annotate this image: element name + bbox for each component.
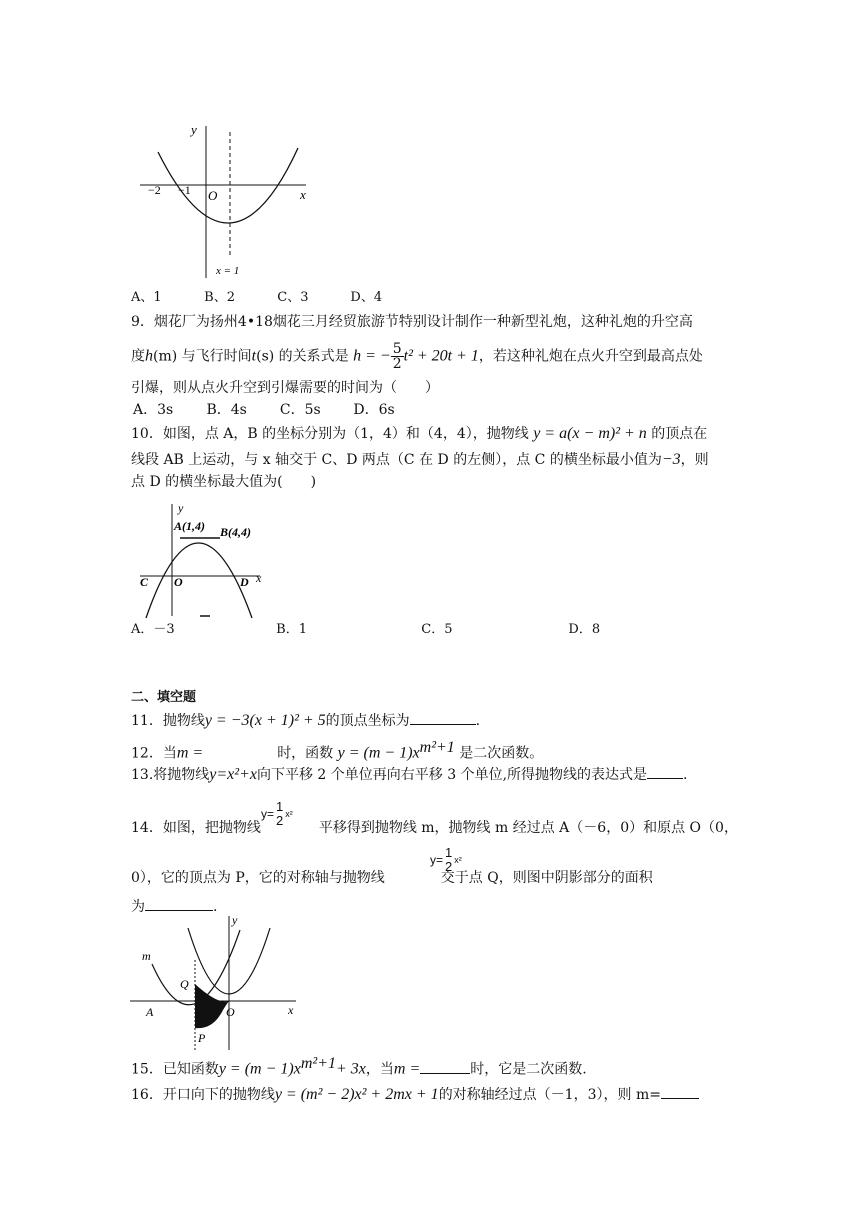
q8-y-label: y [191, 122, 197, 137]
q9-line3: 引爆，则从点火升空到引爆需要的时间为（ ） [131, 380, 439, 396]
q9-option-b[interactable]: B．4s [206, 402, 247, 418]
q13-text-b: 向下平移 2 个单位再向右平移 3 个单位,所得抛物线的表达式是 [256, 767, 648, 783]
q11-end: . [475, 713, 481, 729]
q10-text-d: ，则 [680, 452, 709, 468]
q10-option-d[interactable]: D．8 [568, 622, 601, 637]
q15-m: m = [393, 1060, 421, 1078]
q15-answer-blank[interactable] [420, 1059, 470, 1074]
q10-c-label: C [140, 575, 149, 589]
q10-line1 [131, 424, 707, 444]
q14-o-label: O [226, 1005, 235, 1019]
q14-line1 [131, 818, 738, 838]
q8-option-b[interactable]: B、2 [204, 290, 235, 305]
q8-axis-label: x = 1 [216, 265, 240, 277]
q8-parabola-figure [136, 118, 316, 280]
q9-line1: 9．烟花厂为扬州4•18烟花三月经贸旅游节特别设计制作一种新型礼炮，这种礼炮的升空高 [131, 314, 693, 330]
q11-text-a: 11．抛物线 [131, 713, 205, 729]
q8-tick-neg2: −2 [148, 183, 161, 197]
q10-text-c: 线段 AB 上运动，与 x 轴交于 C、D 两点（C 在 D 的左侧），点 C 的横坐标最小值为 [131, 452, 662, 468]
q8-options [131, 288, 382, 308]
q14-f2-lhs: y= [430, 853, 444, 867]
q9-option-c[interactable]: C．5s [279, 402, 321, 418]
q13-formula: y=x²+x [209, 766, 257, 783]
q13-end: . [683, 767, 688, 783]
q8-option-c[interactable]: C、3 [277, 290, 309, 305]
q10-b-label: B(4,4) [220, 525, 251, 539]
q8-tick-neg1: −1 [178, 183, 191, 197]
q15-formula: y = (m − 1)x [218, 1060, 301, 1078]
q9-text-d: ，若这种礼炮在点火升空到最高点处 [478, 348, 703, 365]
q16 [131, 1084, 699, 1105]
q14-text-b: 平移得到抛物线 m，抛物线 m 经过点 A（－6，0）和原点 O（0， [318, 820, 738, 836]
q14-y-label: y [232, 913, 238, 927]
q14-x-label: x [288, 1003, 294, 1017]
q14-text-e: 为 [131, 899, 145, 915]
q10-y-label: y [178, 501, 184, 515]
q9-option-d[interactable]: D．6s [353, 402, 395, 418]
q14-f1-den: 2 [276, 813, 284, 828]
q9-formula-rhs: t² + 20t + 1 [403, 347, 479, 365]
q14-m-label: m [142, 949, 151, 963]
q10-parabola [146, 543, 252, 618]
q10-option-a[interactable]: A．－3 [131, 622, 175, 637]
q10-text-a: 10．如图，点 A，B 的坐标分别为（1，4）和（4，4），抛物线 [131, 426, 529, 442]
q10-formula: y = a(x − m)² + n [533, 425, 647, 442]
q12-formula: y = (m − 1)x [337, 744, 420, 762]
q12-m: m = [176, 744, 204, 762]
q10-o-label: O [174, 575, 183, 589]
q13-answer-blank[interactable] [647, 764, 683, 779]
q14-f1-x: x² [285, 809, 293, 819]
q14-shaded-region [195, 984, 229, 1028]
q10-option-b[interactable]: B．1 [276, 622, 307, 637]
q14-p-label: P [198, 1031, 206, 1045]
q16-answer-blank[interactable] [661, 1084, 699, 1099]
q9-fraction [391, 342, 404, 371]
q15-text-a: 15．已知函数 [131, 1061, 219, 1078]
q13 [131, 764, 688, 785]
q13-text-a: 13.将抛物线 [131, 767, 210, 783]
q15-formula2: + 3x [336, 1060, 366, 1078]
q10-text-b: 的顶点在 [651, 426, 708, 442]
q12-exponent: m²+1 [419, 739, 455, 756]
q8-option-d[interactable]: D、4 [350, 290, 383, 305]
q9-frac-den: 2 [392, 356, 402, 372]
q9-formula-lhs: h = − [353, 347, 391, 365]
q14-f2-num: 1 [445, 845, 453, 860]
q10-min-value: −3 [661, 451, 681, 468]
q14-text-c: 0），它的顶点为 P，它的对称轴与抛物线 [131, 870, 385, 886]
section-title: 二、填空题 [131, 690, 197, 705]
q12 [131, 738, 543, 764]
q10-line3: 点 D 的横坐标最大值为( ) [131, 474, 317, 490]
q14-answer-blank[interactable] [145, 896, 213, 911]
q10-option-c[interactable]: C．5 [421, 622, 453, 637]
q14-f1-num: 1 [276, 799, 284, 814]
q14-text-d: 交于点 Q，则图中阴影部分的面积 [440, 870, 653, 886]
q9-text-a: 度 [131, 348, 145, 365]
q9-options [133, 400, 395, 420]
q12-text-c: 是二次函数。 [459, 745, 544, 762]
q9-line2 [131, 342, 703, 371]
q14-f2-den: 2 [445, 859, 453, 874]
q9-text-c: (s) 的关系式是 [256, 348, 349, 365]
q14-f2-x: x² [454, 855, 462, 865]
q16-text-a: 16．开口向下的抛物线 [131, 1087, 275, 1103]
q8-option-a[interactable]: A、1 [131, 290, 162, 305]
q9-var-t: t [251, 347, 257, 365]
q11-text-b: 的顶点坐标为 [325, 713, 410, 729]
q11 [131, 710, 480, 731]
q14-q-label: Q [180, 977, 189, 991]
q14-end: . [213, 899, 218, 915]
q11-formula: y = −3(x + 1)² + 5 [204, 712, 326, 729]
q10-a-label: A(1,4) [174, 519, 205, 533]
q10-parabola-figure [136, 498, 286, 622]
q14-figure [128, 910, 308, 1052]
q14-line2 [131, 868, 653, 888]
q14-a-label: A [146, 1005, 154, 1019]
q15-exponent: m²+1 [300, 1055, 336, 1072]
q15-text-c: 时，它是二次函数. [470, 1061, 587, 1078]
q12-text-a: 12．当 [131, 745, 177, 762]
q11-answer-blank[interactable] [410, 710, 476, 725]
q15 [131, 1054, 587, 1080]
q9-option-a[interactable]: A．3s [133, 402, 174, 418]
q14-text-a: 14．如图，把抛物线 [131, 820, 261, 836]
q10-d-label: D [240, 575, 249, 589]
q8-x-label: x [300, 187, 306, 202]
q15-text-b: ，当 [365, 1061, 394, 1078]
q10-line2 [131, 450, 709, 470]
q10-x-label: x [256, 571, 262, 585]
q16-formula: y = (m² − 2)x² + 2mx + 1 [274, 1086, 439, 1103]
q9-frac-num: 5 [392, 341, 402, 357]
q14-f1-lhs: y= [261, 807, 275, 821]
q16-text-b: 的对称轴经过点（－1，3），则 m= [438, 1087, 661, 1103]
q9-text-b: (m) 与飞行时间 [153, 348, 252, 365]
q12-text-b: 时，函数 [277, 745, 334, 762]
q9-var-h: h [145, 347, 153, 365]
q10-options [131, 620, 600, 640]
q8-origin: O [208, 188, 218, 203]
